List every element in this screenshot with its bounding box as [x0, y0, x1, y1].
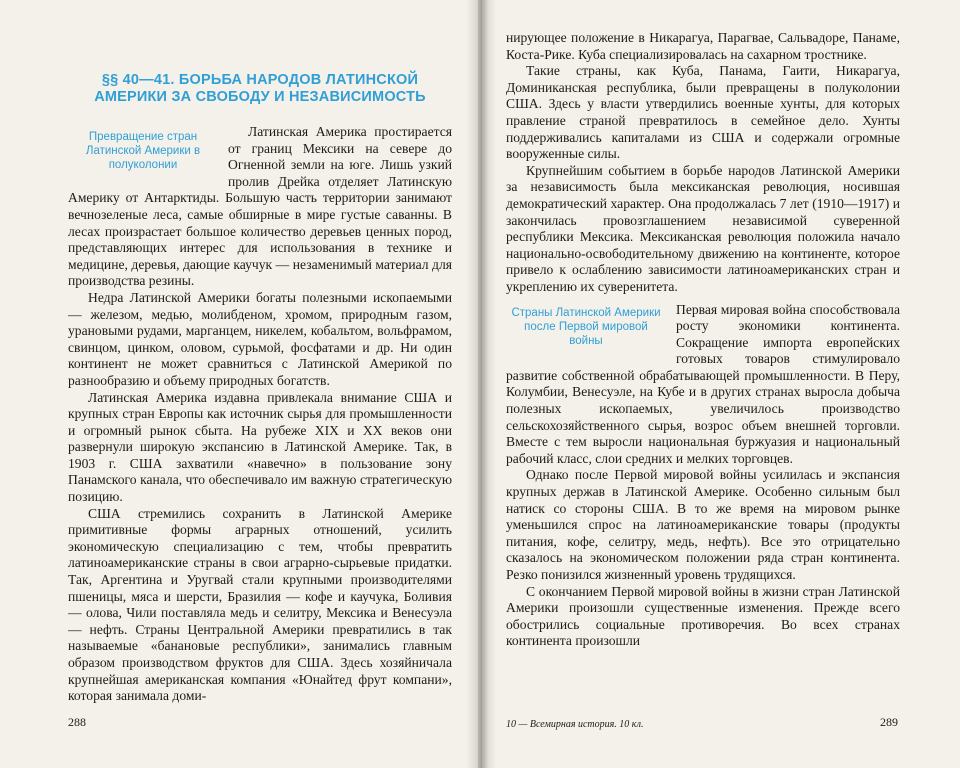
paragraph: Латинская Америка простирается от границ Мексики на севере до Огненной земли на юге. Лишь узкий пролив Дрейка отделяет Латинскую Америку от Антарктиды. Большую часть территории занимают вечнозеленые леса, самые обширные в мире густые саванны. В лесах произрастает большое количество деревьев ценных пород, представляющих интерес для использования в технике и медицине, деревья, дающие каучук — незаменимый материал для производства резины.: [68, 124, 452, 289]
paragraph: США стремились сохранить в Латинской Америке примитивные формы аграрных отношений, усилить экономическую специализацию с тем, чтобы превратить латиноамериканские страны в свои аграрно-сырьевые придатки. Так, Аргентина и Уругвай стали крупными производителями пшеницы, мяса и шерсти, Бразилия — кофе и каучука, Боливия — олова, Чили поставляла медь и селитру, Мексика и Венесуэла — нефть. Страны Центральной Америки превратились в так называемые «банановые республики», занимались главным образом производством фруктов для США. Здесь хозяйничала крупнейшая американская компания «Юнайтед фрут компани», которая занимала доми-: [68, 505, 452, 704]
page-number-left: 288: [68, 715, 86, 729]
page-number-right: 289: [880, 715, 898, 729]
paragraph: нирующее положение в Никарагуа, Парагвае, Сальвадоре, Панаме, Коста-Рике. Куба специализировалась на сахарном тростнике.: [506, 30, 900, 62]
paragraph: Недра Латинской Америки богаты полезными ископаемыми — железом, медью, молибденом, хромом, природным газом, урановыми рудами, марганцем, никелем, кобальтом, вольфрамом, свинцом, цинком, оловом, сурьмой, фосфатами и др. Ни один континент не может сравниться с Латинской Америкой по разнообразию и объему природных богатств.: [68, 289, 452, 388]
right-page: [482, 0, 960, 768]
printer-signature: 10 — Всемирная история. 10 кл.: [506, 719, 644, 730]
paragraph: Такие страны, как Куба, Панама, Гаити, Никарагуа, Доминиканская республика, были превращены в полуколонии США. Здесь у власти утвердились военные хунты, для которых правление страной превратилось в семейное дело. Хунты поддерживались капиталами из США и содержали огромные вооруженные силы.: [506, 63, 900, 162]
chapter-title: §§ 40—41. БОРЬБА НАРОДОВ ЛАТИНСКОЙ АМЕРИКИ ЗА СВОБОДУ И НЕЗАВИСИМОСТЬ: [94, 72, 426, 105]
side-heading-colonies: Превращение стран Латинской Америки в полуколонии: [85, 131, 201, 171]
paragraph: С окончанием Первой мировой войны в жизни стран Латинской Америки произошли существенные изменения. Прежде всего обострились социальные противоречия. Во всех странах континента произошли: [506, 583, 900, 649]
paragraph: Первая мировая война способствовала росту экономики континента. Сокращение импорта европейских готовых товаров стимулировало развитие собственной обрабатывающей промышленности. В Перу, Колумбии, Венесуэле, на Кубе и в других странах выросла добыча полезных ископаемых, увеличилось производство сельскохозяйственного сырья, возрос объем внешней торговли. Вместе с тем выросли национальная буржуазия и национальный рабочий класс, слои средних и мелких торговцев.: [506, 301, 900, 466]
paragraph: Латинская Америка издавна привлекала внимание США и крупных стран Европы как источник сырья для промышленности и огромный рынок сбыта. На рубеже XIX и XX веков они развернули широкую экспансию в Латинской Америке. Так, в 1903 г. США захватили «навечно» в пользование зону Панамского канала, что обеспечивало им важную стратегическую позицию.: [68, 389, 452, 505]
paragraph: Крупнейшим событием в борьбе народов Латинской Америки за независимость была мексиканская революция, носившая демократический характер. Она продолжалась 7 лет (1910—1917) и закончилась провозглашением независимой суверенной республики Мексика. Мексиканская революция положила начало национально-освободительному движению на континенте, которое привело к ослаблению зависимости латиноамериканских стран и укреплению их суверенитета.: [506, 162, 900, 294]
paragraph: Однако после Первой мировой войны усилилась и экспансия крупных держав в Латинской Америке. Особенно сильным был натиск со стороны США. В то же время на мировом рынке уменьшился спрос на латиноамериканские товары (продукты питания, кофе, селитру, медь, нефть). Все это отрицательно сказалось на экономическом положении ряда стран континента. Резко понизился жизненный уровень трудящихся.: [506, 467, 900, 582]
left-page: [0, 0, 478, 768]
side-heading-postwar: Страны Латинской Америки после Первой мировой войны: [511, 306, 661, 347]
